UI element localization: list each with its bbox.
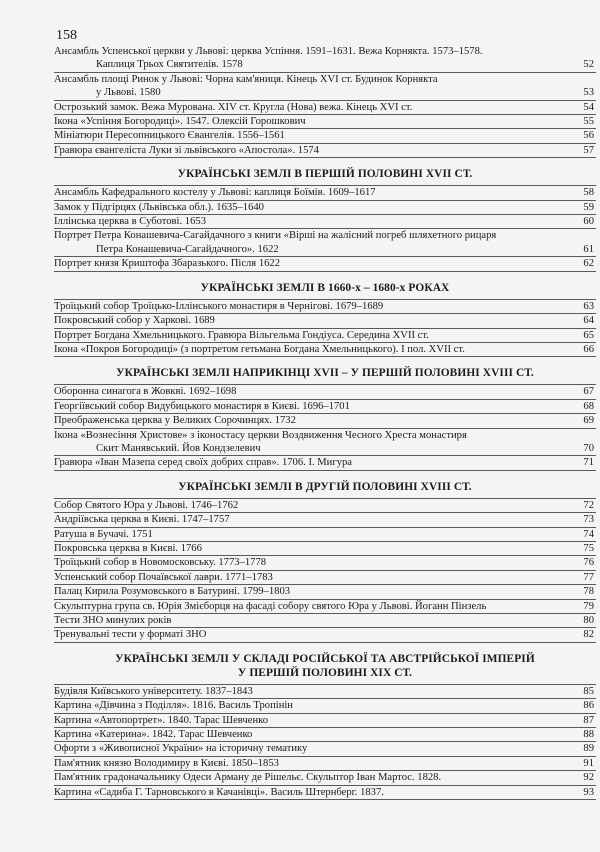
toc-entry — [54, 771, 596, 785]
toc-entry — [54, 314, 596, 328]
toc-entry — [54, 699, 596, 713]
toc-entry — [54, 628, 596, 642]
toc-entry-page: 52 — [583, 59, 594, 71]
toc-entry — [54, 614, 596, 628]
toc-entry-page: 82 — [583, 629, 594, 641]
toc-entry-title: Ратуша в Бучачі. 1751 — [54, 528, 153, 540]
toc-entry-title: Картина «Дівчина з Поділля». 1816. Василь Тропінін — [54, 700, 293, 712]
toc-entry-title: Пам'ятник градоначальнику Одеси Арману де Рішельє. Скульптор Іван Мартос. 1828. — [54, 772, 442, 784]
toc-entry-title: Портрет Богдана Хмельницького. Гравюра Вільгельма Гондіуса. Середина XVII ст. — [54, 329, 429, 341]
toc-entry-page: 92 — [583, 772, 594, 784]
table-of-contents — [54, 45, 596, 800]
toc-entry — [54, 600, 596, 614]
toc-entry — [54, 400, 596, 414]
toc-entry-page: 56 — [583, 130, 594, 142]
toc-entry-page: 87 — [583, 714, 594, 726]
toc-entry-page: 54 — [583, 101, 594, 113]
toc-entry-title: Ікона «Вознесіння Христове» з іконостасу церкви Воздвиження Чесного Хреста монастиря — [54, 429, 467, 441]
toc-entry — [54, 429, 596, 457]
toc-entry-title: Покровська церква в Києві. 1766 — [54, 542, 202, 554]
toc-entry-title: Картина «Катерина». 1842. Тарас Шевченко — [54, 729, 253, 741]
toc-entry-title: Георгіївський собор Видубицького монастиря в Києві. 1696–1701 — [54, 400, 350, 412]
section-heading-line: У ПЕРШІЙ ПОЛОВИНІ XIX СТ. — [237, 666, 413, 679]
toc-entry-page: 88 — [583, 729, 594, 741]
toc-entry-title: Портрет князя Криштофа Збаразького. Після 1622 — [54, 258, 281, 270]
toc-entry — [54, 685, 596, 699]
toc-entry-page: 76 — [583, 557, 594, 569]
toc-entry-title: Тренувальні тести у форматі ЗНО — [54, 629, 207, 641]
toc-entry-page: 53 — [583, 87, 594, 99]
toc-entry-title: Оборонна синагога в Жовкві. 1692–1698 — [54, 386, 237, 398]
toc-entry — [54, 571, 596, 585]
toc-entry-page: 78 — [583, 586, 594, 598]
toc-entry — [54, 456, 596, 470]
toc-entry-page: 65 — [583, 329, 594, 341]
toc-entry-page: 59 — [583, 201, 594, 213]
toc-entry-page: 91 — [583, 757, 594, 769]
page-number: 158 — [56, 28, 77, 43]
toc-entry-title: Іллінська церква в Суботові. 1653 — [54, 216, 206, 228]
toc-entry — [54, 45, 596, 73]
toc-entry — [54, 215, 596, 229]
toc-entry — [54, 714, 596, 728]
toc-page — [54, 28, 596, 800]
section-heading — [54, 357, 596, 385]
section-heading-line: УКРАЇНСЬКІ ЗЕМЛІ В ДРУГІЙ ПОЛОВИНІ XVIII СТ. — [178, 480, 472, 493]
toc-entry-title: Гравюра євангеліста Луки зі львівського «Апостола». 1574 — [54, 144, 319, 156]
toc-entry-title: Преображенська церква у Великих Сорочинцях. 1732 — [54, 415, 296, 427]
toc-entry-page: 79 — [583, 600, 594, 612]
toc-entry-title: Острозький замок. Вежа Мурована. XIV ст. Кругла (Нова) вежа. Кінець XVI ст. — [54, 101, 413, 113]
toc-entry-page: 75 — [583, 542, 594, 554]
toc-entry-page: 63 — [583, 300, 594, 312]
toc-entry-title: Троїцький собор Троїцько-Іллінського монастиря в Чернігові. 1679–1689 — [54, 300, 384, 312]
toc-entry-title: Успенський собор Почаївської лаври. 1771–1783 — [54, 571, 273, 583]
toc-entry — [54, 329, 596, 343]
section-heading — [54, 158, 596, 186]
toc-entry — [54, 757, 596, 771]
toc-entry — [54, 728, 596, 742]
toc-entry-page: 68 — [583, 400, 594, 412]
toc-entry — [54, 528, 596, 542]
section-heading-line: УКРАЇНСЬКІ ЗЕМЛІ В 1660-х – 1680-х РОКАХ — [200, 281, 450, 294]
toc-entry-title: Андріївська церква в Києві. 1747–1757 — [54, 514, 230, 526]
toc-entry-title: Пам'ятник князю Володимиру в Києві. 1850–1853 — [54, 757, 279, 769]
toc-entry-page: 72 — [583, 499, 594, 511]
toc-entry-page: 67 — [583, 386, 594, 398]
toc-entry-title: Картина «Автопортрет». 1840. Тарас Шевченко — [54, 714, 269, 726]
toc-entry-title: Собор Святого Юра у Львові. 1746–1762 — [54, 499, 239, 511]
toc-entry-title: Замок у Підгірцях (Львівська обл.). 1635–1640 — [54, 201, 264, 213]
toc-entry-page: 62 — [583, 258, 594, 270]
toc-entry — [54, 556, 596, 570]
toc-entry — [54, 385, 596, 399]
toc-entry-page: 70 — [583, 442, 594, 454]
toc-entry — [54, 201, 596, 215]
toc-entry — [54, 115, 596, 129]
toc-entry — [54, 229, 596, 257]
toc-entry-title: Троїцький собор в Новомосковську. 1773–1778 — [54, 557, 267, 569]
toc-entry-title: Ансамбль площі Ринок у Львові: Чорна кам'яниця. Кінець XVI ст. Будинок Корнякта — [54, 73, 438, 85]
toc-entry — [54, 343, 596, 357]
toc-entry — [54, 257, 596, 271]
toc-entry — [54, 300, 596, 314]
toc-entry-title: Гравюра «Іван Мазепа серед своїх добрих справ». 1706. І. Мигура — [54, 457, 352, 469]
toc-entry — [54, 414, 596, 428]
toc-entry-page: 93 — [583, 786, 594, 798]
toc-entry-title: Картина «Садиба Г. Тарновського в Качанівці». Василь Штернберг. 1837. — [54, 786, 384, 798]
toc-entry-page: 80 — [583, 615, 594, 626]
toc-entry — [54, 186, 596, 200]
toc-entry-title: Покровський собор у Харкові. 1689 — [54, 315, 215, 327]
toc-entry-title: Ансамбль Кафедрального костелу у Львові: каплиця Боїмів. 1609–1617 — [54, 187, 376, 199]
section-heading-line: УКРАЇНСЬКІ ЗЕМЛІ У СКЛАДІ РОСІЙСЬКОЇ ТА АВСТРІЙСЬКОЇ ІМПЕРІЙ — [115, 652, 535, 665]
toc-entry-page: 64 — [583, 315, 594, 327]
toc-entry-title: Будівля Київського університету. 1837–1843 — [54, 685, 253, 697]
toc-entry-page: 89 — [583, 743, 594, 755]
toc-entry-title: Портрет Петра Конашевича-Сагайдачного з книги «Вірші на жалісний погреб шляхетного рицаря — [54, 230, 497, 242]
section-heading — [54, 471, 596, 499]
toc-entry-title: Скит Манявський. Йов Кондзелевич — [96, 442, 261, 454]
toc-entry-page: 71 — [583, 457, 594, 469]
toc-entry-title: у Львові. 1580 — [96, 87, 161, 99]
toc-entry-page: 58 — [583, 187, 594, 199]
toc-entry-page: 55 — [583, 116, 594, 128]
toc-entry — [54, 129, 596, 143]
toc-entry — [54, 786, 596, 800]
toc-entry — [54, 101, 596, 115]
toc-entry-title: Ансамбль Успенської церкви у Львові: церква Успіння. 1591–1631. Вежа Корнякта. 1573–1578. — [54, 46, 483, 57]
toc-entry-page: 60 — [583, 216, 594, 228]
toc-entry-page: 66 — [583, 343, 594, 355]
toc-entry-page: 85 — [583, 685, 594, 697]
section-heading — [54, 272, 596, 300]
toc-entry-page: 86 — [583, 700, 594, 712]
toc-entry-title: Палац Кирила Розумовського в Батурині. 1799–1803 — [54, 586, 291, 598]
toc-entry — [54, 73, 596, 101]
toc-entry-title: Ікона «Успіння Богородиці». 1547. Олексій Горошкович — [54, 116, 306, 128]
toc-entry-title: Скульптурна група св. Юрія Змієборця на фасаді собору святого Юра у Львові. Йоганн Пінзель — [54, 600, 487, 612]
toc-entry — [54, 499, 596, 513]
toc-entry-title: Ікона «Покров Богородиці» (з портретом гетьмана Богдана Хмельницького). І пол. XVII ст. — [54, 343, 465, 355]
toc-entry — [54, 513, 596, 527]
toc-entry-page: 69 — [583, 415, 594, 427]
section-heading — [54, 643, 596, 685]
toc-entry-title: Тести ЗНО минулих років — [54, 615, 172, 626]
toc-entry-page: 61 — [583, 243, 594, 255]
toc-entry-page: 74 — [583, 528, 594, 540]
toc-entry-title: Петра Конашевича-Сагайдачного». 1622 — [96, 243, 279, 255]
toc-entry — [54, 144, 596, 158]
toc-entry — [54, 585, 596, 599]
toc-entry-page: 77 — [583, 571, 594, 583]
section-heading-line: УКРАЇНСЬКІ ЗЕМЛІ В ПЕРШІЙ ПОЛОВИНІ XVII СТ. — [177, 168, 473, 181]
toc-entry — [54, 742, 596, 756]
toc-entry-page: 57 — [583, 144, 594, 156]
toc-entry-title: Офорти з «Живописної України» на історичну тематику — [54, 743, 308, 755]
toc-entry — [54, 542, 596, 556]
toc-entry-title: Мініатюри Пересопницького Євангелія. 1556–1561 — [54, 130, 285, 142]
section-heading-line: УКРАЇНСЬКІ ЗЕМЛІ НАПРИКІНЦІ XVII – У ПЕРШІЙ ПОЛОВИНІ XVIII СТ. — [116, 367, 534, 380]
toc-entry-title: Каплиця Трьох Святителів. 1578 — [96, 59, 243, 71]
toc-entry-page: 73 — [583, 514, 594, 526]
